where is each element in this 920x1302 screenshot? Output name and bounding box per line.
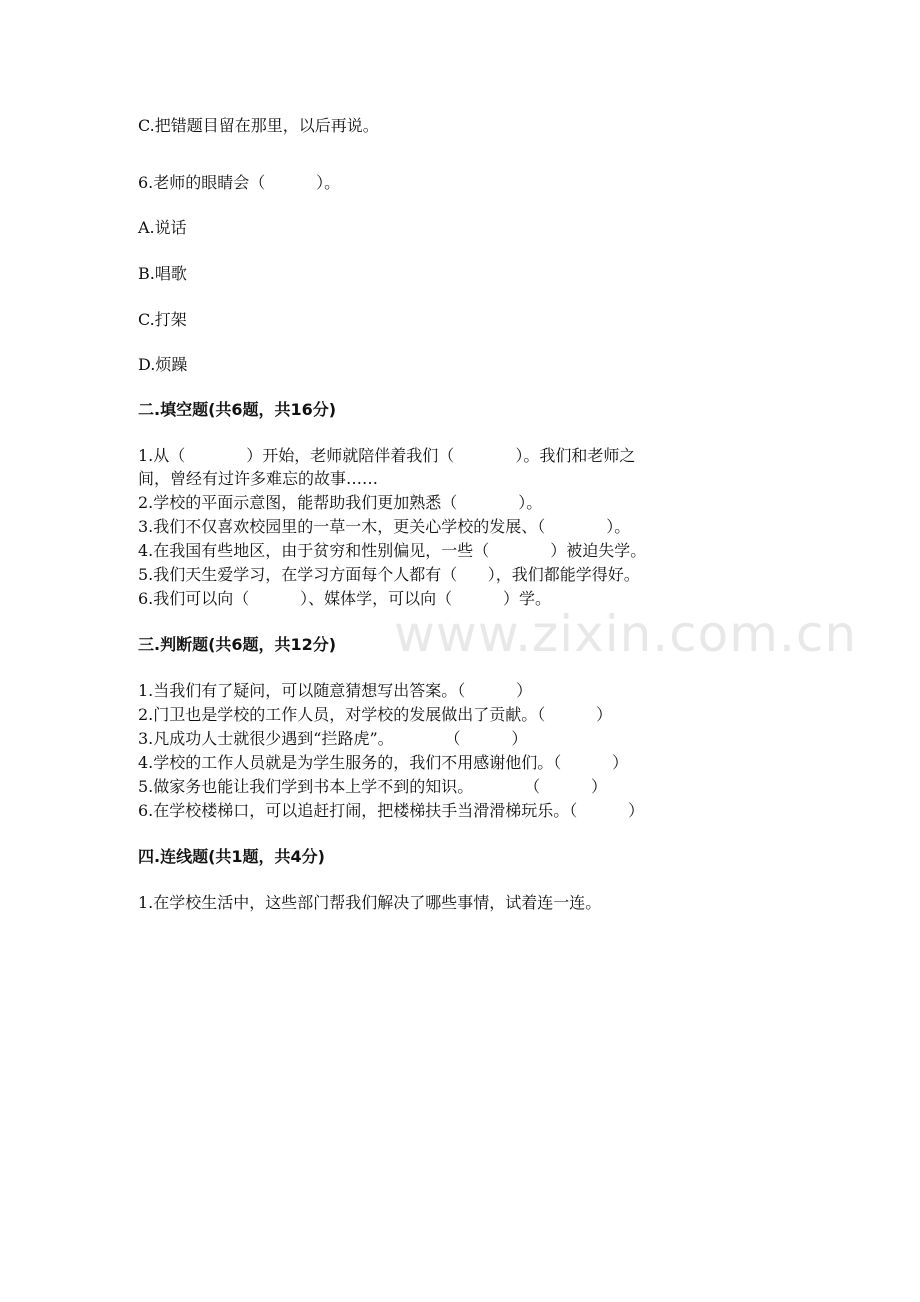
fill-q1-line1: 1.从（ ）开始，老师就陪伴着我们（ ）。我们和老师之 [138, 446, 636, 465]
judge-q3: 3.凡成功人士就很少遇到“拦路虎”。 （ ） [138, 729, 528, 748]
match-q1: 1.在学校生活中，这些部门帮我们解决了哪些事情，试着连一连。 [138, 893, 602, 912]
q6-option-c: C.打架 [138, 310, 187, 329]
judge-q1: 1.当我们有了疑问，可以随意猜想写出答案。（ ） [138, 681, 533, 700]
fill-q4: 4.在我国有些地区，由于贫穷和性别偏见，一些（ ）被迫失学。 [138, 541, 647, 560]
judge-q2: 2.门卫也是学校的工作人员，对学校的发展做出了贡献。（ ） [138, 705, 613, 724]
judge-q5: 5.做家务也能让我们学到书本上学不到的知识。 （ ） [138, 777, 607, 796]
section4-heading: 四.连线题(共1题，共4分) [138, 847, 325, 866]
fill-q2: 2.学校的平面示意图，能帮助我们更加熟悉（ ）。 [138, 493, 543, 512]
fill-q6: 6.我们可以向（ ）、媒体学，可以向（ ）学。 [138, 589, 551, 608]
q6-option-a: A.说话 [138, 218, 187, 237]
section2-heading: 二.填空题(共6题，共16分) [138, 400, 337, 419]
q5-option-c: C.把错题目留在那里，以后再说。 [138, 116, 379, 135]
judge-q6: 6.在学校楼梯口，可以追赶打闹，把楼梯扶手当滑滑梯玩乐。（ ） [138, 801, 645, 820]
fill-q1-line2: 间，曾经有过许多难忘的故事…… [138, 469, 379, 488]
section3-heading: 三.判断题(共6题，共12分) [138, 635, 337, 654]
judge-q4: 4.学校的工作人员就是为学生服务的，我们不用感谢他们。（ ） [138, 753, 629, 772]
q6-option-b: B.唱歌 [138, 264, 187, 283]
fill-q5: 5.我们天生爱学习，在学习方面每个人都有（ ），我们都能学得好。 [138, 565, 640, 584]
q6-stem: 6.老师的眼睛会（ ）。 [138, 173, 341, 192]
q6-option-d: D.烦躁 [138, 355, 188, 374]
watermark: www.zixin.com.cn [394, 605, 858, 663]
fill-q3: 3.我们不仅喜欢校园里的一草一木，更关心学校的发展、（ ）。 [138, 517, 631, 536]
